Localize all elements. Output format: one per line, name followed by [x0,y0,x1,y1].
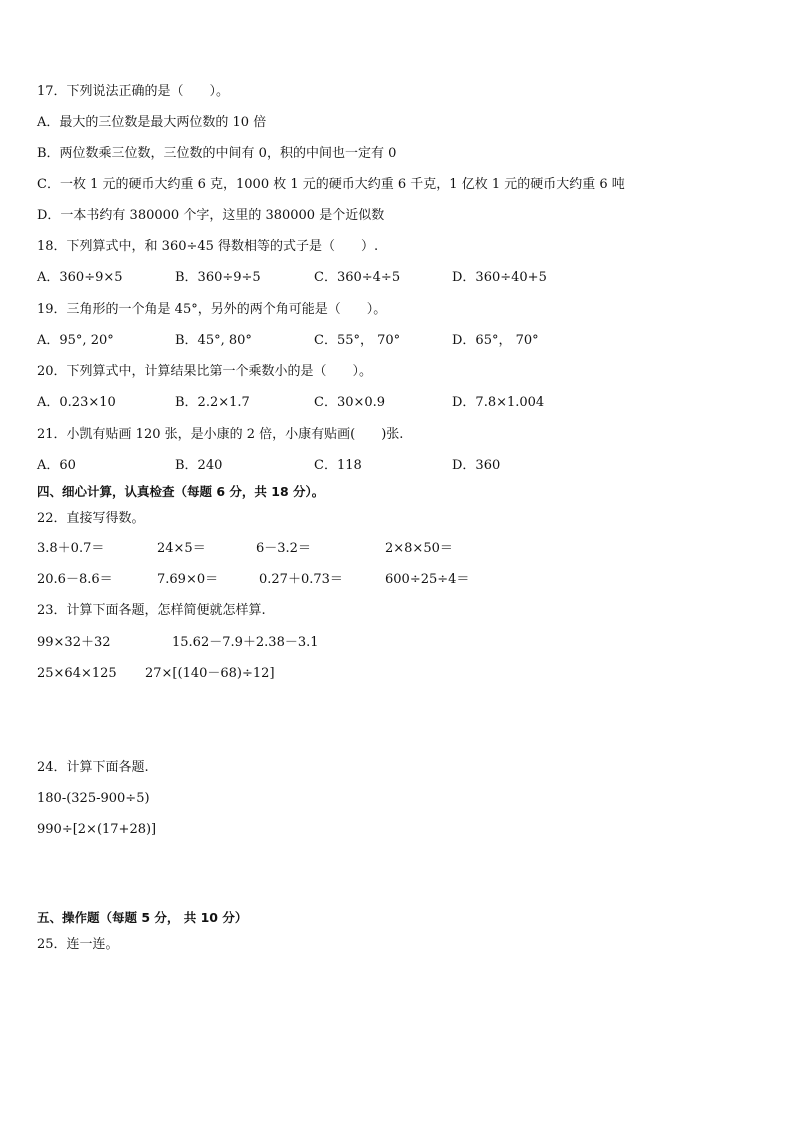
q22-item: 600÷25÷4＝ [385,572,470,587]
q17-option-d: D．一本书约有 380000 个字，这里的 380000 是个近似数 [37,208,385,223]
q19-option-b: B．45°, 80° [175,333,252,348]
q22-item: 24×5＝ [157,541,206,556]
q17-option-b: B．两位数乘三位数，三位数的中间有 0，积的中间也一定有 0 [37,146,397,161]
q23-item: 15.62－7.9＋2.38－3.1 [172,635,319,650]
q18-option-c: C．360÷4÷5 [314,270,401,285]
q17-option-a: A．最大的三位数是最大两位数的 10 倍 [37,115,267,130]
q23-item: 99×32＋32 [37,635,111,650]
q22-item: 20.6－8.6＝ [37,572,113,587]
q19-stem: 19．三角形的一个角是 45°，另外的两个角可能是（ ）。 [37,302,387,317]
q21-option-c: C．118 [314,458,362,473]
q20-option-d: D．7.8×1.004 [452,395,545,410]
q23-item: 25×64×125 [37,666,117,681]
q19-option-d: D．65°， 70° [452,333,539,348]
q23-stem: 23．计算下面各题，怎样简便就怎样算. [37,603,266,618]
q21-option-b: B．240 [175,458,223,473]
q22-item: 0.27＋0.73＝ [259,572,343,587]
q17-stem: 17．下列说法正确的是（ ）。 [37,84,230,99]
q18-option-a: A．360÷9×5 [37,270,123,285]
q22-item: 6－3.2＝ [256,541,311,556]
q18-stem: 18．下列算式中，和 360÷45 得数相等的式子是（ ）. [37,239,379,254]
q19-option-c: C．55°， 70° [314,333,401,348]
q17-option-c: C．一枚 1 元的硬币大约重 6 克，1000 枚 1 元的硬币大约重 6 千克，1 亿枚 1 元的硬币大约重 6 吨 [37,177,625,192]
q22-item: 2×8×50＝ [385,541,453,556]
q23-item: 27×[(140－68)÷12] [145,666,275,681]
q19-option-a: A．95°, 20° [37,333,114,348]
q20-option-a: A．0.23×10 [37,395,116,410]
section-4-heading: 四、细心计算，认真检查（每题 6 分，共 18 分）。 [37,484,325,499]
q21-stem: 21．小凯有贴画 120 张，是小康的 2 倍，小康有贴画( )张. [37,427,404,442]
q20-option-c: C．30×0.9 [314,395,386,410]
q21-option-a: A．60 [37,458,76,473]
q22-item: 7.69×0＝ [157,572,219,587]
q24-stem: 24．计算下面各题. [37,760,149,775]
q18-option-d: D．360÷40+5 [452,270,547,285]
section-5-heading: 五、操作题（每题 5 分， 共 10 分） [37,910,248,925]
q25-stem: 25．连一连。 [37,937,119,952]
q22-stem: 22．直接写得数。 [37,511,145,526]
q22-item: 3.8＋0.7＝ [37,541,105,556]
q20-stem: 20．下列算式中，计算结果比第一个乘数小的是（ ）。 [37,364,373,379]
q20-option-b: B．2.2×1.7 [175,395,250,410]
q18-option-b: B．360÷9÷5 [175,270,261,285]
q24-expression-2: 990÷[2×(17+28)] [37,822,157,837]
q21-option-d: D．360 [452,458,501,473]
q24-expression-1: 180-(325-900÷5) [37,791,150,806]
